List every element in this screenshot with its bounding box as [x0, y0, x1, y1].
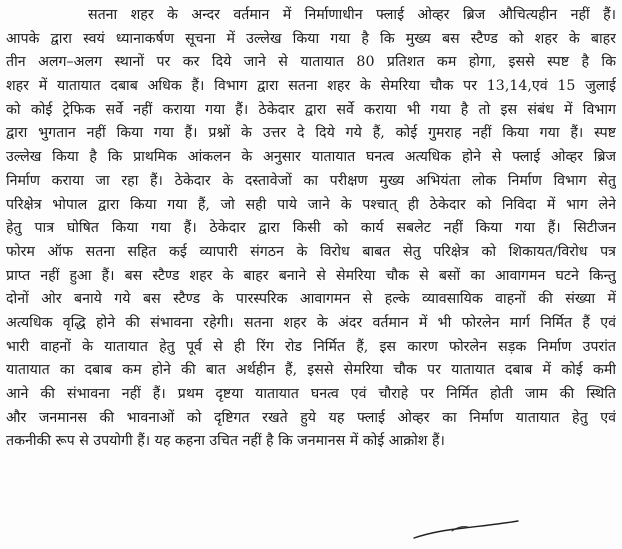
text-line: हेतु पात्र घोषित किया गया हैं। ठेकेदार द्वारा किसी को कार्य सबलेट नहीं किया गया हैं। सिटीजन: [6, 220, 616, 237]
text-line: भारी वाहनों के यातायात हेतु पूर्व से ही रिंग रोड निर्मित हैं, इस कारण फोरलेन सड़क निर्माण उपरांत: [6, 338, 616, 355]
text-line: फोरम ऑफ सतना सहित कई व्यापारी संगठन के विरोध बाबत सेतु परिक्षेत्र को शिकायत/विरोध पत्र: [6, 243, 616, 260]
pen-scribble-mark: [412, 518, 522, 542]
text-line: यातायात का दबाब कम होने की बात अर्थहीन हैं, इससे सेमरिया चौक पर यातायात दबाब में कोई कमी: [6, 362, 616, 379]
text-line: सतना शहर के अन्दर वर्तमान में निर्माणाधीन फ्लाई ओव्हर ब्रिज औचित्यहीन नहीं हैं।: [88, 7, 616, 23]
text-line: उल्लेख किया है कि प्राथमिक आंकलन के अनुसार यातायात घनत्व अत्यधिक होने से फ्लाई ओव्हर ब्रिज: [6, 149, 616, 166]
text-line: परिक्षेत्र भोपाल द्वारा किया गया हैं, जो सही पाये जाने के पश्चात् ही ठेकेदार को निविदा में भाग लेने: [6, 196, 616, 213]
text-line: अत्यधिक वृद्धि होने की संभावना रहेगी। सतना शहर के अंदर वर्तमान में भी फोरलेन मार्ग निर्मित हैं एवं: [6, 314, 616, 331]
text-line: तकनीकी रूप से उपयोगी हैं। यह कहना उचित नहीं है कि जनमानस में कोई आक्रोश हैं।: [6, 433, 445, 450]
text-line: को कोई ट्रेफिक सर्वे नहीं कराया गया हैं। ठेकेदार द्वारा सर्वे कराया भी गया है तो इस संबंध में विभाग: [6, 101, 616, 118]
document-body: [6, 4, 616, 454]
text-line: दोनों ओर बनाये गये बस स्टैण्ड के पारस्परिक आवागमन से हल्के व्यावसायिक वाहनों की संख्या में: [6, 291, 616, 308]
text-line: आने की संभावना नहीं हैं। प्रथम दृष्टया यातायात घनत्व एवं चौराहे पर निर्मित होती जाम की स्थिति: [6, 386, 616, 402]
text-line: निर्माण कराया जा रहा हैं। ठेकेदार के दस्तावेजों का परीक्षण मुख्य अभियंता लोक निर्माण विभाग सेतु: [6, 172, 616, 189]
text-line: तीन अलग–अलग स्थानों पर कर दिये जाने से यातायात 80 प्रतिशत कम होगा, इससे स्पष्ट है कि: [6, 54, 616, 71]
text-line: द्वारा भुगतान नहीं किया गया हैं। प्रश्नों के उत्तर दे दिये गये हैं, कोई गुमराह नहीं किया गया हैं। स्पष्ट: [6, 125, 616, 142]
text-line: और जनमानस की भावनाओं को दृष्टिगत रखते हुये यह फ्लाई ओव्हर का निर्माण यातायात हेतु एवं: [6, 409, 616, 426]
text-line: आपके द्वारा स्वयं ध्यानाकर्षण सूचना में उल्लेख किया गया है कि मुख्य बस स्टैण्ड को शहर के बाहर: [6, 30, 616, 47]
text-line: प्राप्त नहीं हुआ हैं। बस स्टैण्ड शहर के बाहर बनाने से सेमरिया चौक से बसों का आवागमन घटने किन्तु: [6, 267, 616, 284]
text-line: शहर में यातायात दबाब अधिक हैं। विभाग द्वारा सतना शहर के सेमरिया चौक पर 13,14,एवं 15 जुलाई: [6, 78, 616, 95]
